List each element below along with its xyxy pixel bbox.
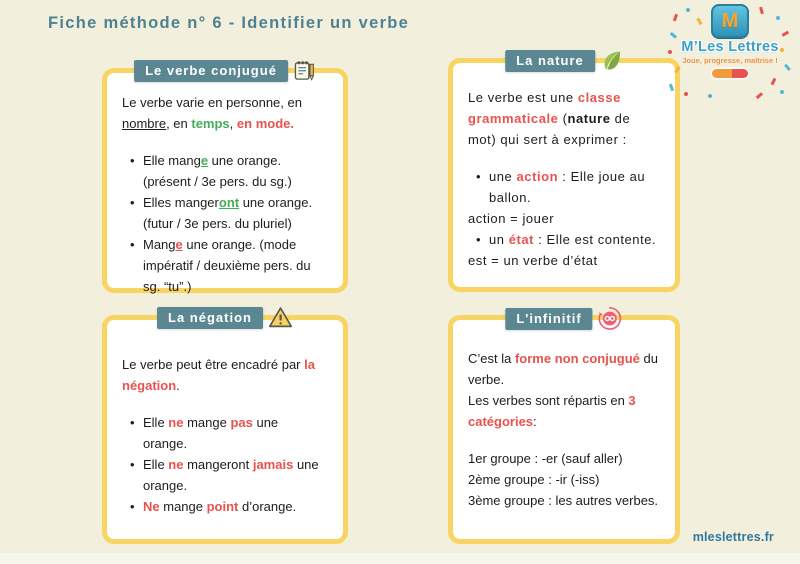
- logo-tagline: Joue, progresse, maîtrise !: [682, 56, 778, 65]
- page-title: Fiche méthode n° 6 - Identifier un verbe: [48, 14, 410, 32]
- footer-url[interactable]: mleslettres.fr: [692, 530, 774, 544]
- card-title-badge: L'infinitif: [505, 308, 592, 330]
- logo-name: M’Les Lettres: [681, 39, 779, 55]
- text-line: 2ème groupe : -ir (-iss): [468, 472, 600, 487]
- bullet-dot: •: [476, 232, 482, 247]
- spacer: [122, 134, 317, 150]
- card-la-negation: [102, 309, 348, 544]
- logo-monogram: M: [721, 10, 739, 32]
- notepad-icon: [293, 59, 316, 82]
- text-line: action = jouer: [468, 211, 555, 226]
- logo-progress-pill: [712, 69, 748, 78]
- bullet-item: • Elle ne mange pas une orange.: [130, 412, 323, 454]
- text-line: Les verbes sont répartis en 3 catégories:: [468, 393, 636, 429]
- card-header: [157, 306, 293, 329]
- infinity-icon: [598, 306, 623, 331]
- bullet-dot: •: [130, 237, 135, 252]
- bullet-item: • un état : Elle est contente.: [476, 229, 661, 250]
- card-title-badge: La nature: [505, 50, 595, 72]
- card-header: [505, 306, 622, 331]
- spacer: [468, 150, 661, 166]
- bullet-item: • Elles mangeront une orange. (futur / 3e pers. du pluriel): [130, 192, 317, 234]
- spacer: [122, 396, 323, 412]
- card-la-nature: [448, 52, 680, 292]
- card-infinitif: [448, 310, 680, 544]
- card-header: [505, 49, 623, 72]
- card-header: [134, 59, 316, 82]
- bullet-dot: •: [476, 169, 482, 184]
- card-content: [107, 73, 343, 297]
- text-line: 1er groupe : -er (sauf aller): [468, 451, 623, 466]
- text-line: Le verbe varie en personne, en nombre, en temps, en mode.: [122, 95, 302, 131]
- card-title-badge: Le verbe conjugué: [134, 60, 288, 82]
- bullet-item: • une action : Elle joue au ballon.: [476, 166, 661, 208]
- bullet-dot: •: [130, 195, 135, 210]
- spacer: [468, 432, 659, 448]
- bullet-item: • Elle mange une orange. (présent / 3e pers. du sg.): [130, 150, 317, 192]
- card-content: [453, 63, 675, 271]
- bullet-dot: •: [130, 499, 135, 514]
- bottom-strip: [0, 553, 800, 564]
- bullet-item: • Ne mange point d’orange.: [130, 496, 323, 517]
- bullet-item: • Mange une orange. (mode impératif / deuxième pers. du sg. “tu”.): [130, 234, 317, 297]
- mleslettres-logo: [668, 4, 792, 98]
- card-verbe-conjugue: [102, 62, 348, 294]
- text-line: C’est la forme non conjugué du verbe.: [468, 351, 658, 387]
- warning-icon: [268, 306, 293, 329]
- bullet-dot: •: [130, 415, 135, 430]
- bullet-item: • Elle ne mangeront jamais une orange.: [130, 454, 323, 496]
- logo-m-icon: [711, 4, 749, 38]
- bullet-dot: •: [130, 153, 135, 168]
- text-line: 3ème groupe : les autres verbes.: [468, 493, 659, 508]
- leaf-icon: [600, 49, 623, 72]
- text-line: Le verbe est une classe grammaticale (nature de mot) qui sert à exprimer :: [468, 90, 631, 147]
- card-content: [107, 320, 343, 517]
- bullet-dot: •: [130, 457, 135, 472]
- card-content: [453, 320, 675, 511]
- card-title-badge: La négation: [157, 307, 263, 329]
- text-line: est = un verbe d’état: [468, 253, 598, 268]
- text-line: Le verbe peut être encadré par la négation.: [122, 357, 315, 393]
